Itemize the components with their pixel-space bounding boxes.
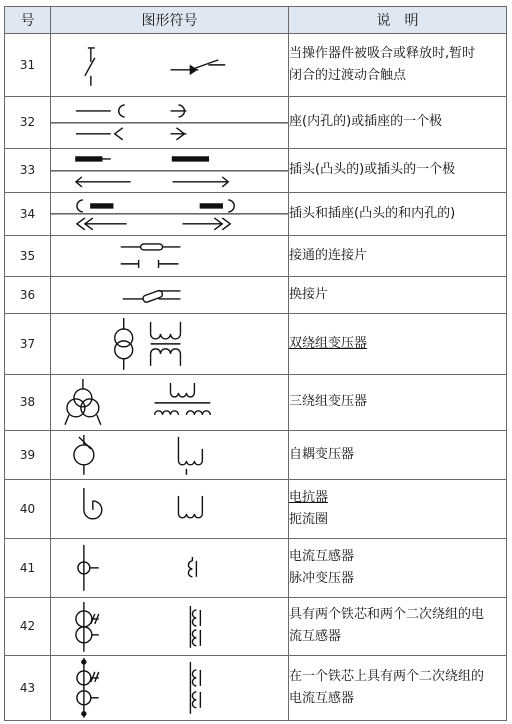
header-row — [5, 7, 507, 34]
row-number: 42 — [5, 597, 51, 656]
symbol-cell — [51, 193, 289, 236]
description-cell — [289, 313, 507, 374]
table-row — [5, 96, 507, 148]
current-transformer-symbol — [51, 539, 288, 597]
symbol-cell — [51, 313, 289, 374]
description-line: 闭合的过渡动合触点 — [289, 67, 407, 83]
description-cell — [289, 656, 507, 721]
two-core-current-transformer-symbol — [51, 598, 288, 656]
row-number: 40 — [5, 480, 51, 539]
table-row — [5, 656, 507, 721]
description-line: 双绕组变压器 — [289, 335, 368, 351]
description-line: 插头和插座(凸头的和内孔的) — [289, 206, 456, 222]
table-row — [5, 374, 507, 431]
symbol-cell — [51, 96, 289, 148]
table-row — [5, 34, 507, 97]
description-line: 自耦变压器 — [289, 447, 355, 463]
row-number: 37 — [5, 313, 51, 374]
description-line: 电流互感器 — [289, 691, 355, 707]
description-cell — [289, 538, 507, 597]
autotransformer-symbol — [51, 431, 288, 479]
description-cell — [289, 480, 507, 539]
table-row — [5, 597, 507, 656]
description-line: 流互感器 — [289, 629, 342, 645]
table-row — [5, 431, 507, 480]
row-number: 43 — [5, 656, 51, 721]
row-number: 35 — [5, 236, 51, 277]
description-line: 脉冲变压器 — [289, 570, 355, 586]
description-line: 电流互感器 — [289, 548, 355, 564]
description-line: 当操作器件被吸合或释放时,暂时 — [289, 45, 476, 61]
description-line: 接通的连接片 — [289, 248, 368, 264]
row-number: 31 — [5, 34, 51, 97]
plug-and-socket-symbol — [51, 193, 288, 235]
two-winding-transformer-symbol — [51, 314, 288, 374]
description-line: 三绕组变压器 — [289, 394, 368, 410]
symbol-table — [4, 6, 507, 721]
symbol-cell — [51, 431, 289, 480]
transitional-make-contact-symbol — [51, 34, 288, 96]
plug-pole-symbol — [51, 149, 288, 193]
closed-link-symbol — [51, 236, 288, 276]
description-cell — [289, 34, 507, 97]
table-row — [5, 236, 507, 277]
table-row — [5, 480, 507, 539]
symbol-cell — [51, 597, 289, 656]
description-cell — [289, 193, 507, 236]
header-num: 号 — [5, 7, 51, 34]
description-line: 电抗器 — [289, 489, 329, 505]
description-cell — [289, 148, 507, 193]
description-cell — [289, 96, 507, 148]
header-symbol: 图形符号 — [51, 7, 289, 34]
row-number: 41 — [5, 538, 51, 597]
description-line: 座(内孔的)或插座的一个极 — [289, 114, 443, 130]
description-cell — [289, 597, 507, 656]
description-cell — [289, 374, 507, 431]
symbol-cell — [51, 374, 289, 431]
row-number: 39 — [5, 431, 51, 480]
table-row — [5, 538, 507, 597]
symbol-cell — [51, 34, 289, 97]
socket-pole-symbol — [51, 97, 288, 148]
symbol-cell — [51, 538, 289, 597]
row-number: 33 — [5, 148, 51, 193]
reactor-symbol — [51, 480, 288, 538]
description-line: 在一个铁芯上具有两个二次绕组的 — [289, 669, 485, 685]
row-number: 36 — [5, 276, 51, 313]
description-line: 换接片 — [289, 286, 329, 302]
table-row — [5, 313, 507, 374]
symbol-cell — [51, 276, 289, 313]
symbol-cell — [51, 236, 289, 277]
row-number: 32 — [5, 96, 51, 148]
symbol-cell — [51, 656, 289, 721]
symbol-cell — [51, 148, 289, 193]
three-winding-transformer-symbol — [51, 375, 288, 431]
row-number: 38 — [5, 374, 51, 431]
description-line: 插头(凸头的)或插头的一个极 — [289, 162, 456, 178]
description-cell — [289, 431, 507, 480]
table-row — [5, 276, 507, 313]
description-cell — [289, 236, 507, 277]
description-cell — [289, 276, 507, 313]
row-number: 34 — [5, 193, 51, 236]
symbol-cell — [51, 480, 289, 539]
single-core-two-secondary-ct-symbol — [51, 656, 288, 720]
table-row — [5, 193, 507, 236]
description-line: 具有两个铁芯和两个二次绕组的电 — [289, 607, 485, 623]
switching-link-symbol — [51, 277, 288, 313]
description-line: 扼流圈 — [289, 511, 329, 527]
table-row — [5, 148, 507, 193]
header-desc: 说 明 — [289, 7, 507, 34]
